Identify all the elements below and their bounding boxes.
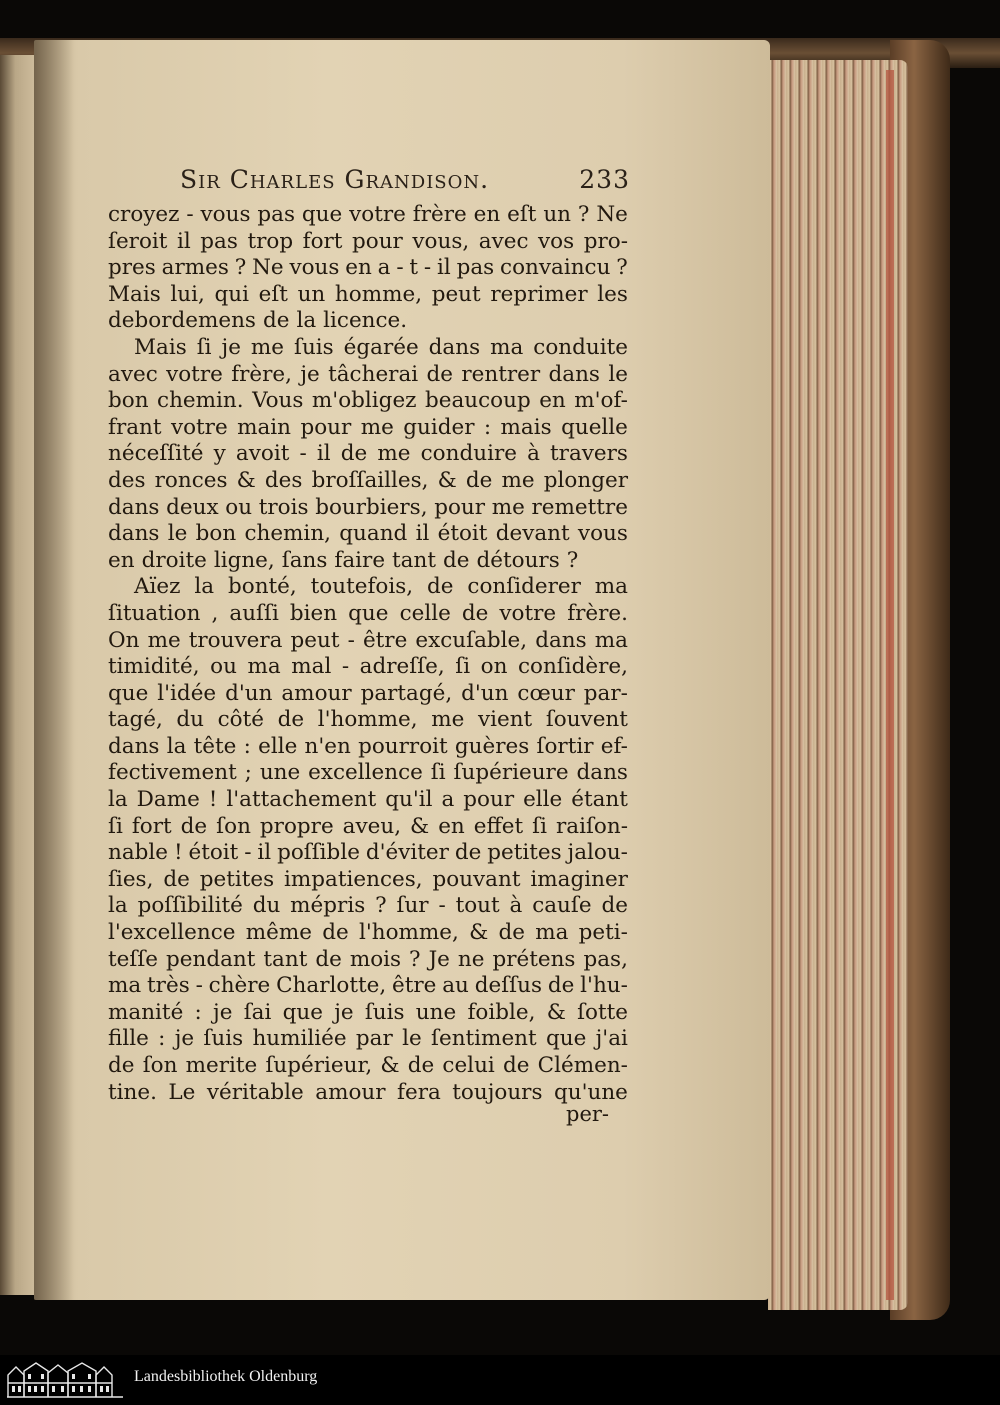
text-line: fille : je ſuis humiliée par le ſentiment que j'ai: [108, 1026, 628, 1052]
left-page-edge: [0, 55, 34, 1295]
text-line: ma très - chère Charlotte, être au deſſus de l'hu-: [108, 973, 628, 999]
text-line: ſeroit il pas trop fort pour vous, avec vos pro-: [108, 228, 628, 254]
text-line: manité : je ſai que je ſuis une foible, & ſotte: [108, 999, 628, 1025]
text-line: ſituation , auſſi bien que celle de votre frère.: [108, 600, 628, 626]
library-name: Landesbibliothek Oldenburg: [134, 1368, 318, 1385]
text-line: ſi fort de ſon propre aveu, & en effet ſi raiſon-: [108, 813, 628, 839]
page-header: [180, 165, 630, 197]
text-line: Aïez la bonté, toutefois, de conſiderer ma: [134, 574, 628, 600]
binding-shadow: [34, 40, 74, 1300]
text-line: teſſe pendant tant de mois ? Je ne prétens pas,: [108, 946, 628, 972]
text-line: dans le bon chemin, quand il étoit devant vous: [108, 521, 628, 547]
text-line: Mais lui, qui eſt un homme, peut reprimer les: [108, 281, 628, 307]
text-line: debordemens de la licence.: [108, 308, 408, 334]
text-line: en droite ligne, ſans faire tant de détours ?: [108, 547, 579, 573]
footer-bar: [0, 1355, 1000, 1405]
text-line: frant votre main pour me guider : mais quelle: [108, 414, 628, 440]
text-line: la Dame ! l'attachement qu'il a pour elle étant: [108, 787, 628, 813]
red-edge-stripe: [886, 70, 894, 1300]
text-line: timidité, ou ma mal - adreſſe, ſi on conſidère,: [108, 654, 628, 680]
text-line: néceſſité y avoit - il de me conduire à travers: [108, 441, 628, 467]
text-line: que l'idée d'un amour partagé, d'un cœur par-: [108, 680, 628, 706]
text-line: fectivement ; une excellence ſi ſupérieure dans: [108, 760, 628, 786]
text-line: dans la tête : elle n'en pourroit guères ſortir ef-: [108, 733, 628, 759]
text-line: dans deux ou trois bourbiers, pour me remettre: [108, 494, 628, 520]
page-number: 233: [579, 165, 630, 194]
text-line: tine. Le véritable amour fera toujours qu'une: [108, 1079, 628, 1105]
library-building-logo: [6, 1361, 124, 1399]
text-line: pres armes ? Ne vous en a - t - il pas convaincu ?: [108, 255, 628, 281]
text-line: avec votre frère, je tâcherai de rentrer dans le: [108, 361, 628, 387]
text-line: de ſon merite ſupérieur, & de celui de Clémen-: [108, 1053, 628, 1078]
text-line: Mais ſi je me ſuis égarée dans ma conduite: [134, 334, 628, 360]
running-title: Sir Charles Grandison.: [180, 165, 490, 194]
text-line: la poſſibilité du mépris ? ſur - tout à cauſe de: [108, 893, 628, 919]
text-line: ſies, de petites impatiences, pouvant imaginer: [108, 866, 628, 892]
text-line: On me trouvera peut - être excuſable, dans ma: [108, 627, 628, 653]
text-line: l'excellence même de l'homme, & de ma peti-: [108, 920, 628, 946]
text-line: tagé, du côté de l'homme, me vient ſouvent: [108, 707, 628, 733]
text-line: bon chemin. Vous m'obligez beaucoup en m'of-: [108, 388, 628, 414]
text-line: nable ! étoit - il poſſible d'éviter de petites jalou-: [108, 840, 628, 866]
text-line: croyez - vous pas que votre frère en eſt un ? Ne: [108, 202, 628, 227]
text-line: des ronces & des broſſailles, & de me plonger: [108, 467, 628, 493]
catchword: per-: [566, 1102, 610, 1126]
text-block: [108, 202, 628, 1106]
